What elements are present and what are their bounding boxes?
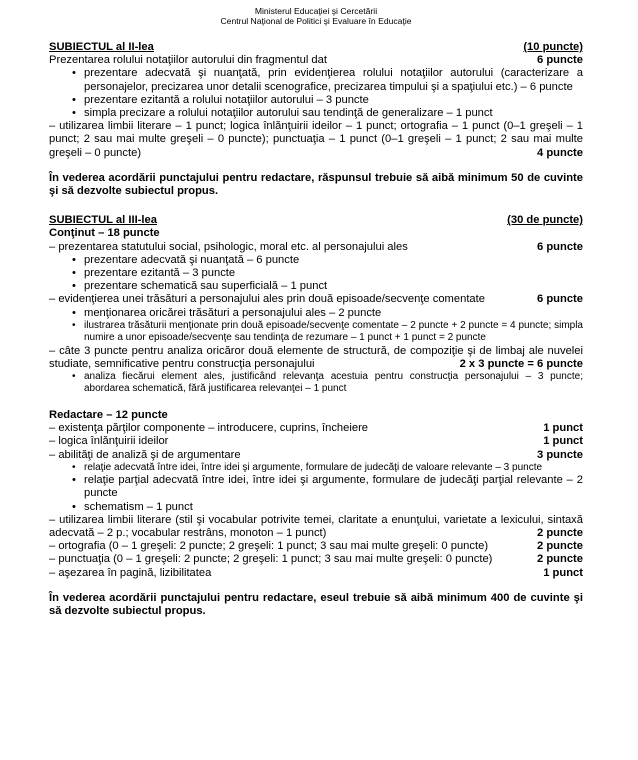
s2-language-points: 4 puncte bbox=[536, 146, 583, 159]
s3-c2-bullet-1: • menţionarea oricărei trăsături a personajului ales – 2 puncte bbox=[84, 307, 583, 320]
s3-r6-points: 2 puncte bbox=[536, 553, 583, 566]
s3-c1-text: – prezentarea statutului social, psihologic, moral etc. al personajului ales bbox=[49, 240, 408, 253]
s3-r7-text: – aşezarea în pagină, lizibilitatea bbox=[49, 566, 212, 579]
s3-r2 bbox=[49, 435, 583, 448]
s2-criterion-text: Prezentarea rolului notaţiilor autorului din fragmentul dat bbox=[49, 54, 327, 67]
s2-criterion-points: 6 puncte bbox=[536, 54, 583, 67]
section-3-title bbox=[49, 214, 583, 227]
s3-r7 bbox=[49, 567, 583, 580]
document-page bbox=[49, 6, 583, 618]
section-3-points: (30 de puncte) bbox=[507, 214, 583, 227]
s3-c1-bullet-2: • prezentare ezitantă – 3 puncte bbox=[84, 267, 583, 280]
s3-r6-text: – punctuaţia (0 – 1 greşeli: 2 puncte; 2 greşeli: 1 punct; 3 sau mai multe greşeli: 0 puncte) bbox=[49, 553, 493, 566]
s3-r6 bbox=[49, 553, 583, 566]
s2-bullet-1: • prezentare adecvată şi nuanţată, prin evidenţierea rolului notaţiilor autorului (caracterizare a personajelor, precizarea unor detalii scenografice, precizarea timpului şi a spaţiului etc.) – 6 puncte bbox=[84, 67, 583, 93]
redactare-heading: Redactare – 12 puncte bbox=[49, 408, 168, 421]
s3-r1-points: 1 punct bbox=[543, 422, 583, 435]
s3-c3-bullets bbox=[49, 371, 583, 396]
s3-r4-text: – utilizarea limbii literare (stil şi vocabular potrivite temei, claritate a enunţului, varietate a lexicului, sintaxă adecvată – 2 p.; vocabular restrâns, monoton – 1 punct) bbox=[49, 513, 583, 539]
s3-r5-text: – ortografia (0 – 1 greşeli: 2 puncte; 2 greşeli: 1 punct; 3 sau mai multe greşeli: 0 puncte) bbox=[49, 540, 489, 553]
s3-c1-bullet-3: • prezentare schematică sau superficială – 1 punct bbox=[84, 280, 583, 293]
s2-note: În vederea acordării punctajului pentru redactare, răspunsul trebuie să aibă minimum 50 de cuvinte şi să dezvolte subiectul propus. bbox=[49, 171, 583, 198]
s2-criterion bbox=[49, 54, 583, 67]
s3-c1-bullet-1: • prezentare adecvată şi nuanţată – 6 puncte bbox=[84, 254, 583, 267]
s3-r4-points: 2 puncte bbox=[536, 526, 583, 539]
s3-r3-bullet-3: • schematism – 1 punct bbox=[84, 501, 583, 514]
s2-bullet-3: • simpla precizare a rolului notaţiilor autorului sau tendinţă de generalizare – 1 punct bbox=[84, 107, 583, 120]
s3-c2-text: – evidenţierea unei trăsături a personajului ales prin două episoade/secvenţe comentate bbox=[49, 293, 485, 306]
header-ministry: Ministerul Educaţiei şi Cercetării bbox=[254, 6, 378, 16]
s2-bullets bbox=[49, 67, 583, 120]
s3-r3-bullet-2: • relaţie parţial adecvată între idei, între idei şi argumente, formulare de judecăţi parţial relevante – 2 puncte bbox=[84, 474, 583, 500]
s3-c2-bullet-2: • ilustrarea trăsăturii menţionate prin două episoade/secvenţe comentate – 2 puncte + 2 puncte = 4 puncte; simpla numire a unor episoade/secvenţe sau tendinţa de rezumare – 1 punct + 1 punct = 2 puncte bbox=[84, 320, 583, 345]
content-heading: Conţinut – 18 puncte bbox=[49, 227, 160, 240]
section-2-points: (10 puncte) bbox=[523, 41, 583, 53]
s2-language-text: – utilizarea limbii literare – 1 punct; logica înlănţuirii ideilor – 1 punct; ortografia – 1 punct (0–1 greşeli – 1 punct; 2 sau mai multe greşeli – 0 puncte); punctuaţia – 1 punct (0–1 greşeli – 1 punct; 2 sau mai multe greşeli – 0 puncte) bbox=[49, 120, 583, 159]
s3-r5-points: 2 puncte bbox=[536, 540, 583, 553]
page-header bbox=[49, 6, 583, 26]
s3-r3 bbox=[49, 449, 583, 462]
section-2-heading: SUBIECTUL al II-lea bbox=[49, 41, 154, 53]
s3-c2 bbox=[49, 293, 583, 306]
s3-r3-text: – abilităţi de analiză şi de argumentare bbox=[49, 448, 241, 461]
s3-c1-points: 6 puncte bbox=[536, 240, 583, 253]
section-2-title bbox=[49, 41, 583, 54]
s3-r5 bbox=[49, 540, 583, 553]
s3-c1-bullets bbox=[49, 254, 583, 294]
s3-c3 bbox=[49, 345, 583, 371]
s3-c1 bbox=[49, 241, 583, 254]
s3-r2-points: 1 punct bbox=[543, 435, 583, 448]
s3-note: În vederea acordării punctajului pentru redactare, eseul trebuie să aibă minimum 400 de cuvinte şi să dezvolte subiectul propus. bbox=[49, 591, 583, 617]
s3-c3-text: – câte 3 puncte pentru analiza oricăror două elemente de structură, de compoziţie şi de limbaj ale nuvelei studiate, semnificative pentru construcţia personajului bbox=[49, 344, 583, 370]
s2-language-row bbox=[49, 120, 583, 160]
s3-c2-points: 6 puncte bbox=[536, 293, 583, 306]
s3-r4 bbox=[49, 514, 583, 540]
s3-r3-bullets bbox=[49, 462, 583, 514]
s3-r3-points: 3 puncte bbox=[536, 448, 583, 461]
s3-c2-bullets bbox=[49, 307, 583, 345]
s3-r2-text: – logica înlănţuirii ideilor bbox=[49, 435, 169, 448]
s2-bullet-2: • prezentare ezitantă a rolului notaţiilor autorului – 3 puncte bbox=[84, 94, 583, 107]
s3-c3-bullet-1: • analiza fiecărui element ales, justificând relevanţa acestuia pentru construcţia personajului – 3 puncte; abordarea schematică, fără justificarea relevanţei – 1 punct bbox=[84, 371, 583, 396]
s3-r3-bullet-1: • relaţie adecvată între idei, între idei şi argumente, formulare de judecăţi de valoare relevante – 3 puncte bbox=[84, 462, 583, 474]
header-center: Centrul Naţional de Politici şi Evaluare în Educaţie bbox=[220, 16, 412, 26]
s3-c3-points: 2 x 3 puncte = 6 puncte bbox=[459, 357, 583, 370]
section-3-heading: SUBIECTUL al III-lea bbox=[49, 214, 157, 227]
s3-r7-points: 1 punct bbox=[543, 566, 583, 579]
s3-r1-text: – existenţa părţilor componente – introducere, cuprins, încheiere bbox=[49, 422, 369, 435]
s3-r1 bbox=[49, 422, 583, 435]
